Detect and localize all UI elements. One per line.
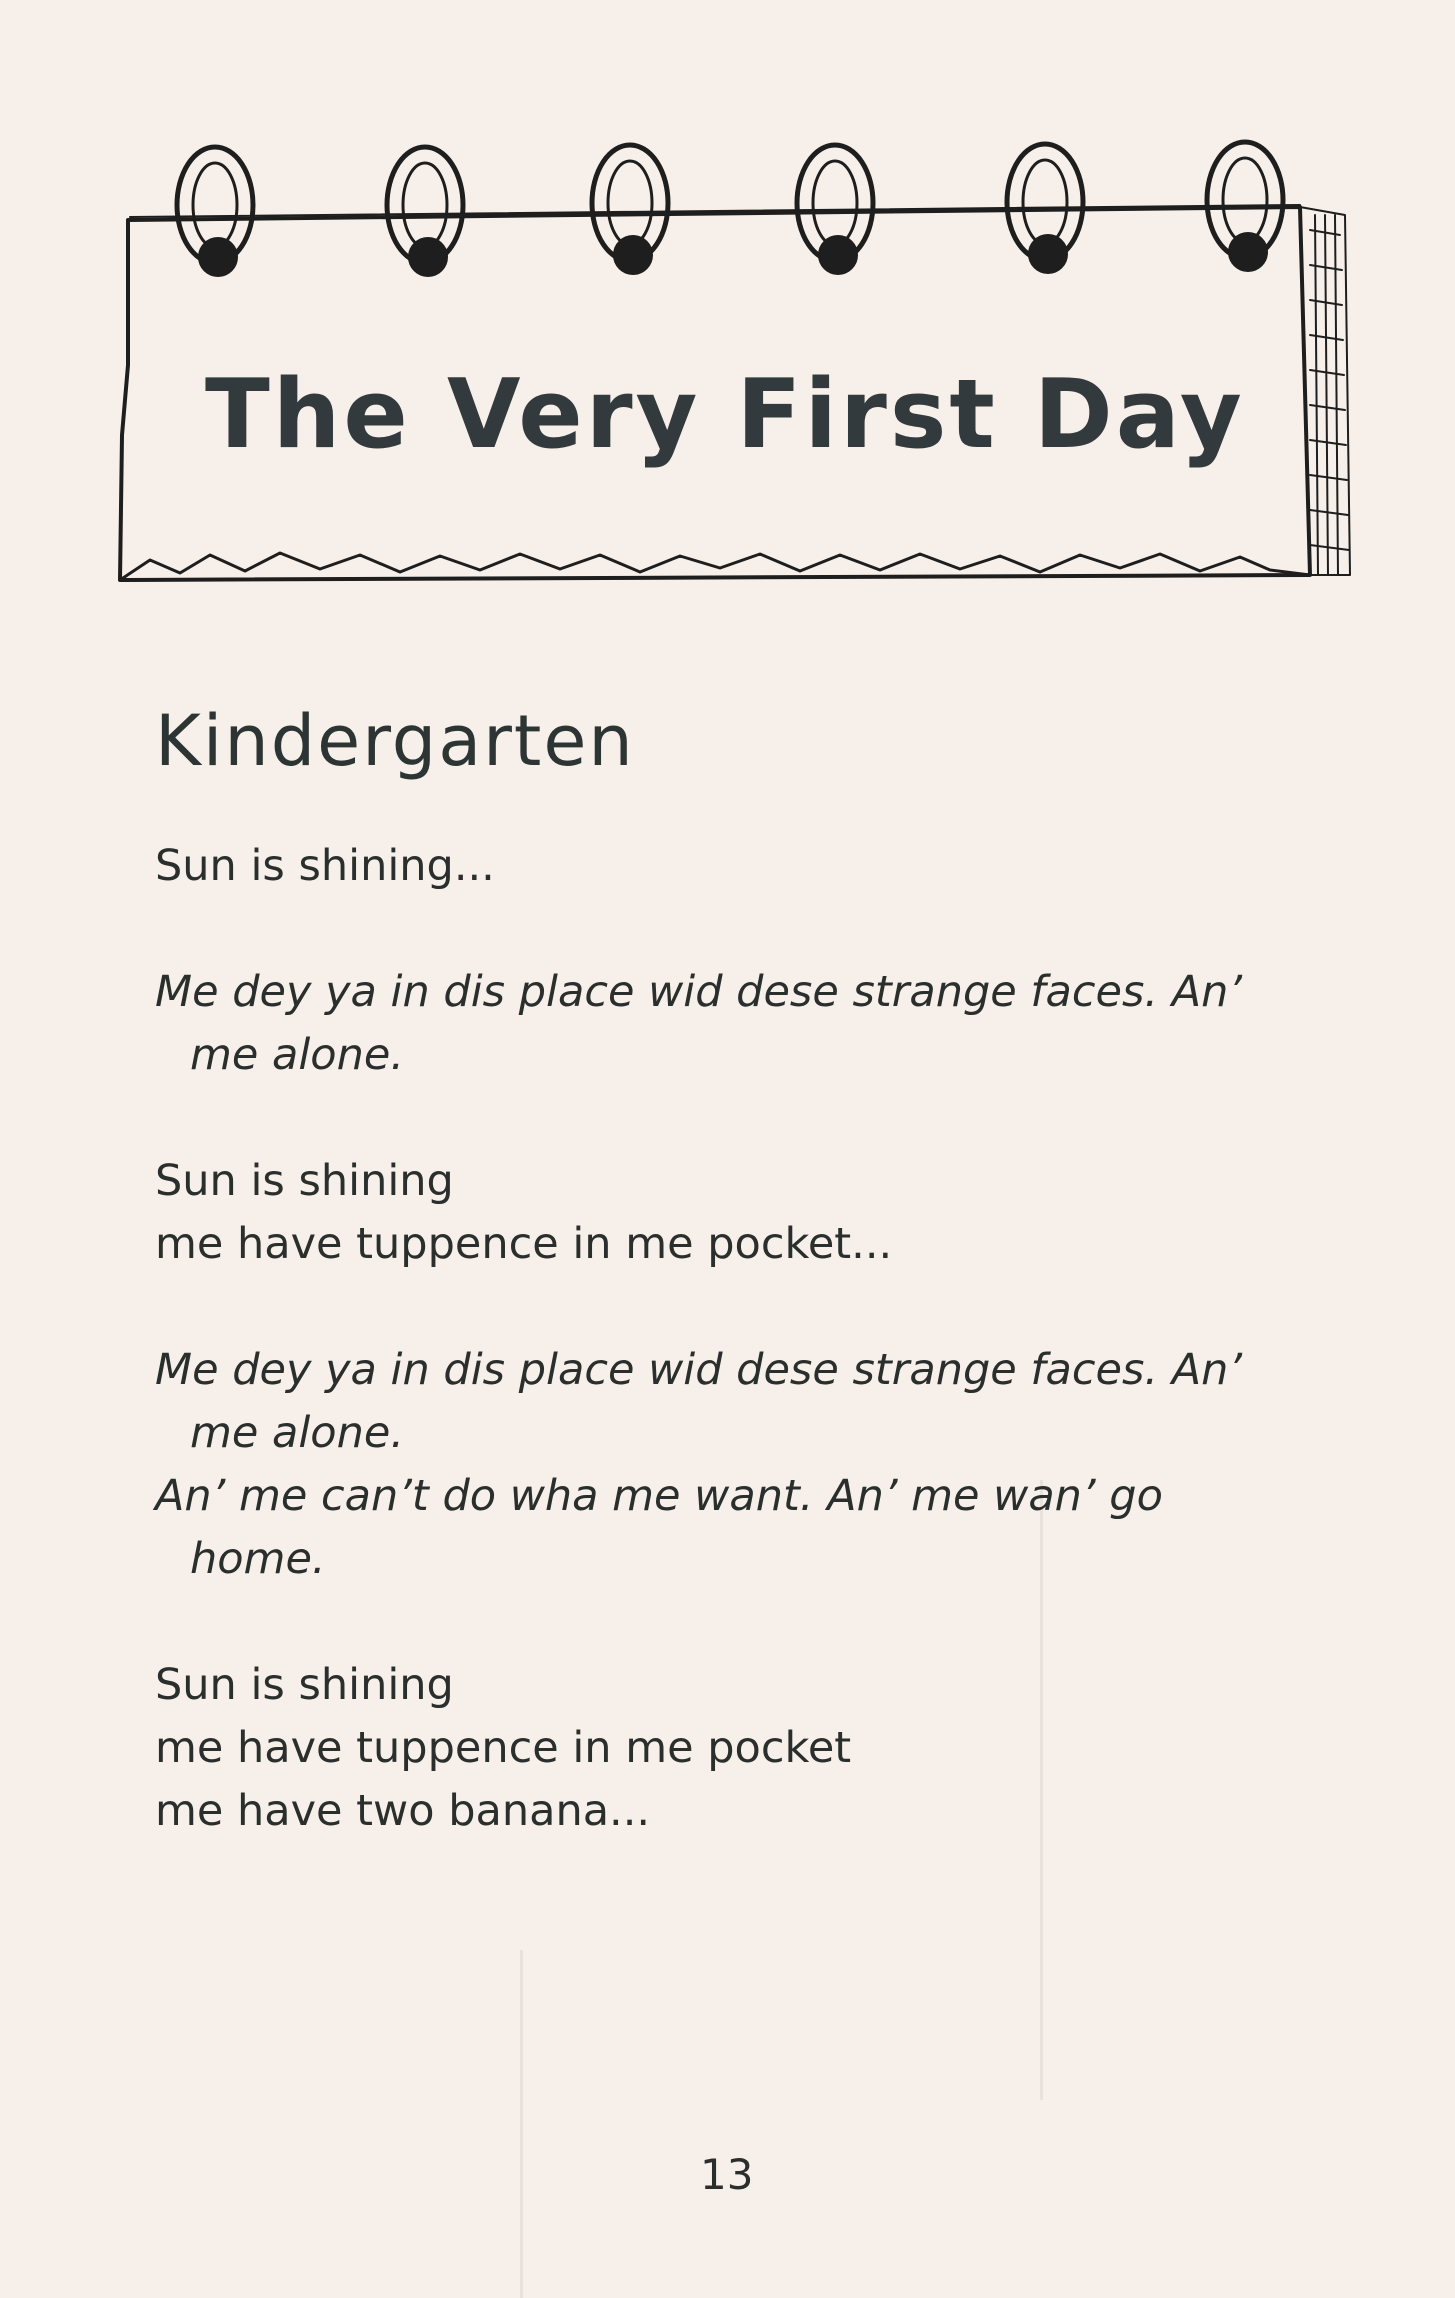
stanza-break: [155, 1591, 1295, 1654]
poem-line: Me dey ya in dis place wid dese strange faces. An’: [155, 1345, 1243, 1395]
poem-line: Sun is shining: [155, 1156, 454, 1206]
page-number: 13: [700, 2150, 754, 2199]
poem-line: Me dey ya in dis place wid dese strange faces. An’: [155, 967, 1243, 1017]
page-crease: [520, 1950, 523, 2298]
poem-line: me alone.: [190, 1030, 404, 1080]
poem-line: An’ me can’t do wha me want. An’ me wan’ go: [155, 1471, 1163, 1521]
poem-line: me have two banana...: [155, 1786, 651, 1836]
stanza-break: [155, 898, 1295, 961]
poem-line: Sun is shining: [155, 1660, 454, 1710]
poem-line: me have tuppence in me pocket: [155, 1723, 852, 1773]
poem-line: Sun is shining...: [155, 841, 495, 891]
stanza-break: [155, 1087, 1295, 1150]
stanza-break: [155, 1276, 1295, 1339]
poem-body: [155, 835, 1295, 1843]
poem-line: me alone.: [190, 1408, 404, 1458]
chapter-title: The Very First Day: [205, 360, 1245, 470]
poem-line: home.: [190, 1534, 326, 1584]
poem-line: me have tuppence in me pocket...: [155, 1219, 893, 1269]
poem-title: Kindergarten: [155, 700, 635, 782]
